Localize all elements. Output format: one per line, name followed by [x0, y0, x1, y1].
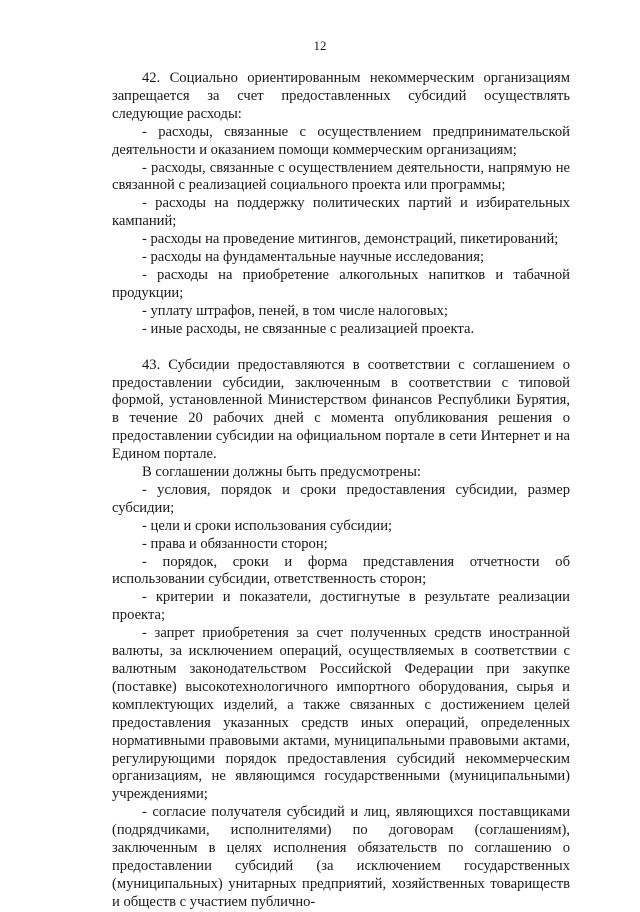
page-number: 12 — [313, 38, 327, 53]
section-43-item: - критерии и показатели, достигнутые в результате реализации проекта; — [112, 589, 570, 624]
section-43-item: - согласие получателя субсидий и лиц, являющихся поставщиками (подрядчиками, исполнителями) по договорам (соглашениям), заключенным в целях исполнения обязательств по соглашению о предоставлении субсидий (за исключением государственных (муниципальных) унитарных предприятий, хозяйственных товариществ и обществ с участием публично- — [112, 804, 570, 910]
section-42-item: - иные расходы, не связанные с реализацией проекта. — [142, 320, 475, 337]
section-43-item: - условия, порядок и сроки предоставления субсидии, размер субсидии; — [112, 481, 570, 516]
section-42-item: - расходы на фундаментальные научные исследования; — [142, 249, 485, 266]
section-43-item: - цели и сроки использования субсидии; — [142, 517, 393, 534]
section-42-item: - уплату штрафов, пеней, в том числе налоговых; — [142, 302, 448, 319]
section-42-item: - расходы, связанные с осуществлением предпринимательской деятельности и оказанием помощи коммерческим организациям; — [112, 123, 570, 158]
section-43-item: - запрет приобретения за счет полученных средств иностранной валюты, за исключением операций, осуществляемых в соответствии с валютным законодательством Российской Федерации при закупке (поставке) высокотехнологичного импортного оборудования, сырья и комплектующих изделий, а также связанных с достижением целей предоставления указанных средств иных операций, определенных нормативными правовыми актами, муниципальными правовыми актами, регулирующими порядок предоставления субсидий некоммерческим организациям, не являющимся государственными (муниципальными) учреждениями; — [112, 625, 570, 803]
section-42-item: - расходы на проведение митингов, демонстраций, пикетирований; — [142, 231, 559, 248]
document-body — [112, 70, 570, 912]
section-42-item: - расходы, связанные с осуществлением деятельности, напрямую не связанной с реализацией социального проекта или программы; — [112, 159, 570, 194]
section-42-item: - расходы на поддержку политических партий и избирательных кампаний; — [112, 195, 570, 230]
section-43-item: - порядок, сроки и форма представления отчетности об использовании субсидии, ответственность сторон; — [112, 553, 570, 588]
section-43-item: - права и обязанности сторон; — [142, 535, 328, 552]
section-42-item: - расходы на приобретение алкогольных напитков и табачной продукции; — [112, 266, 570, 301]
section-43-lead: В соглашении должны быть предусмотрены: — [142, 464, 421, 481]
section-43-intro: 43. Субсидии предоставляются в соответствии с соглашением о предоставлении субсидии, заключенным в соответствии с типовой формой, установленной Министерством финансов Республики Бурятия, в течение 20 рабочих дней с момента опубликования решения о предоставлении субсидии на официальном портале в сети Интернет и на Едином портале. — [112, 356, 570, 463]
section-42-intro: 42. Социально ориентированным некоммерческим организациям запрещается за счет предоставленных субсидий осуществлять следующие расходы: — [112, 70, 570, 122]
